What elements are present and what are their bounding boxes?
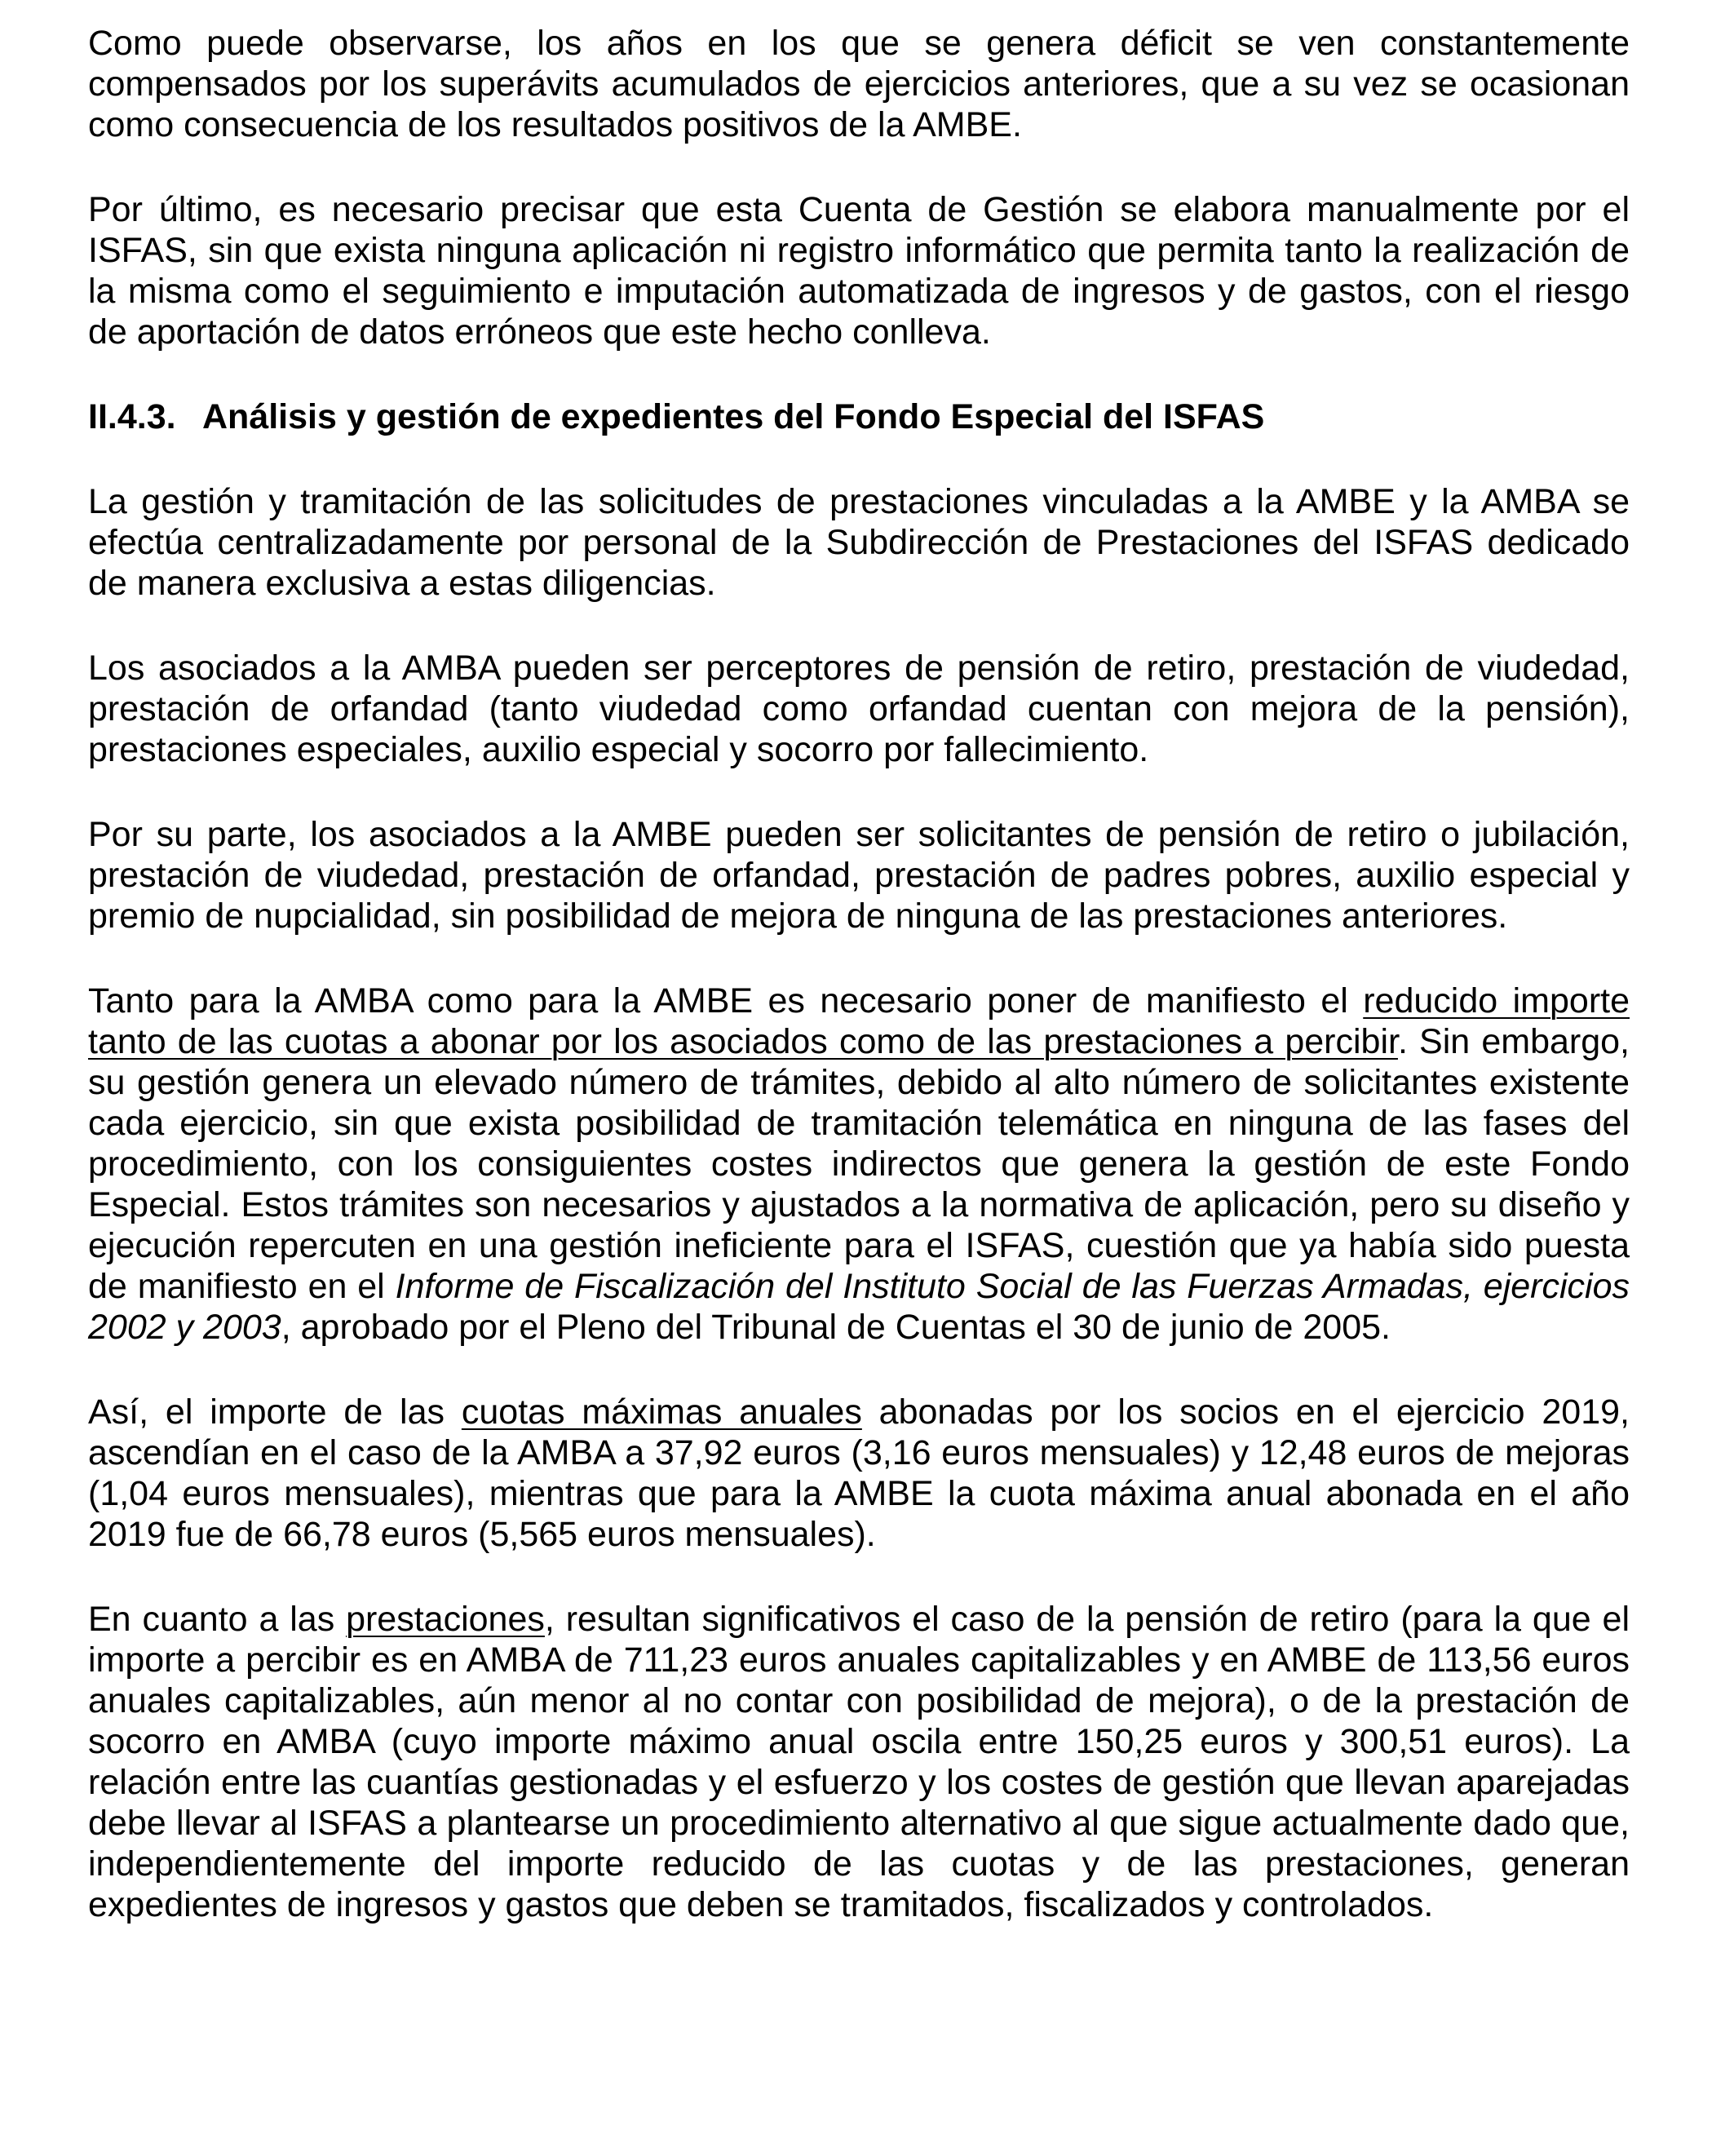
text-run: , resultan significativos el caso de la pensión de retiro (para la que el importe a percibir es en AMBA de 711,23 euros anuales capitalizables y en AMBE de 113,56 euros anuales capitalizables, aún menor al no contar con posibilidad de mejora), o de la prestación de socorro en AMBA (cuyo importe máximo anual oscila entre 150,25 euros y 300,51 euros). La relación entre las cuantías gestionadas y el esfuerzo y los costes de gestión que llevan aparejadas debe llevar al ISFAS a plantearse un procedimiento alternativo al que sigue actualmente dado que, independientemente del importe reducido de las cuotas y de las prestaciones, generan expedientes de ingresos y gastos que deben se tramitados, fiscalizados y controlados. [88,1600,1630,1924]
paragraph-prestaciones [88,1599,1630,1925]
paragraph-asociados-ambe: Por su parte, los asociados a la AMBE pueden ser solicitantes de pensión de retiro o jubilación, prestación de viudedad, prestación de orfandad, prestación de padres pobres, auxilio especial y premio de nupcialidad, sin posibilidad de mejora de ninguna de las prestaciones anteriores. [88,815,1630,936]
text-run: . Sin embargo, su gestión genera un elevado número de trámites, debido al alto número de solicitantes existente cada ejercicio, sin que exista posibilidad de tramitación telemática en ninguna de las fases del procedimiento, con los consiguientes costes indirectos que genera la gestión de este Fondo Especial. Estos trámites son necesarios y ajustados a la normativa de aplicación, pero su diseño y ejecución repercuten en una gestión ineficiente para el ISFAS, cuestión que ya había sido puesta de manifiesto en el [88,1022,1630,1306]
text-run: En cuanto a las [88,1600,347,1639]
text-run: , aprobado por el Pleno del Tribunal de Cuentas el 30 de junio de 2005. [281,1308,1391,1347]
text-run: Así, el importe de las [88,1392,462,1432]
paragraph-deficit: Como puede observarse, los años en los que se genera déficit se ven constantemente compensados por los superávits acumulados de ejercicios anteriores, que a su vez se ocasionan como consecuencia de los resultados positivos de la AMBE. [88,24,1630,144]
section-title: Análisis y gestión de expedientes del Fondo Especial del ISFAS [202,397,1265,436]
paragraph-cuenta-gestion: Por último, es necesario precisar que esta Cuenta de Gestión se elabora manualmente por el ISFAS, sin que exista ninguna aplicación ni registro informático que permita tanto la realización de la misma como el seguimiento e imputación automatizada de ingresos y de gastos, con el riesgo de aportación de datos erróneos que este hecho conlleva. [88,190,1630,352]
underlined-text: cuotas máximas anuales [461,1392,862,1432]
paragraph-cuotas [88,1392,1630,1555]
section-number: II.4.3. [88,397,176,436]
paragraph-reducido-importe [88,981,1630,1348]
underlined-text: reducido importe tanto de las cuotas a abonar por los asociados como de las prestaciones a percibir [88,981,1630,1061]
paragraph-asociados-amba: Los asociados a la AMBA pueden ser perceptores de pensión de retiro, prestación de viudedad, prestación de orfandad (tanto viudedad como orfandad cuentan con mejora de la pensión), prestaciones especiales, auxilio especial y socorro por fallecimiento. [88,649,1630,769]
text-run: abonadas por los socios en el ejercicio 2019, ascendían en el caso de la AMBA a 37,92 euros (3,16 euros mensuales) y 12,48 euros de mejoras (1,04 euros mensuales), mientras que para la AMBE la cuota máxima anual abonada en el año 2019 fue de 66,78 euros (5,565 euros mensuales). [88,1392,1630,1554]
text-run: Tanto para la AMBA como para la AMBE es necesario poner de manifiesto el [88,981,1364,1020]
document-page [88,23,1630,1969]
underlined-text: prestaciones [346,1600,545,1639]
paragraph-gestion-tramitacion: La gestión y tramitación de las solicitudes de prestaciones vinculadas a la AMBE y la AMBA se efectúa centralizadamente por personal de la Subdirección de Prestaciones del ISFAS dedicado de manera exclusiva a estas diligencias. [88,482,1630,603]
section-heading [88,396,1630,437]
italic-report-title: Informe de Fiscalización del Instituto Social de las Fuerzas Armadas, ejercicios 2002 y 2003 [88,1267,1630,1347]
